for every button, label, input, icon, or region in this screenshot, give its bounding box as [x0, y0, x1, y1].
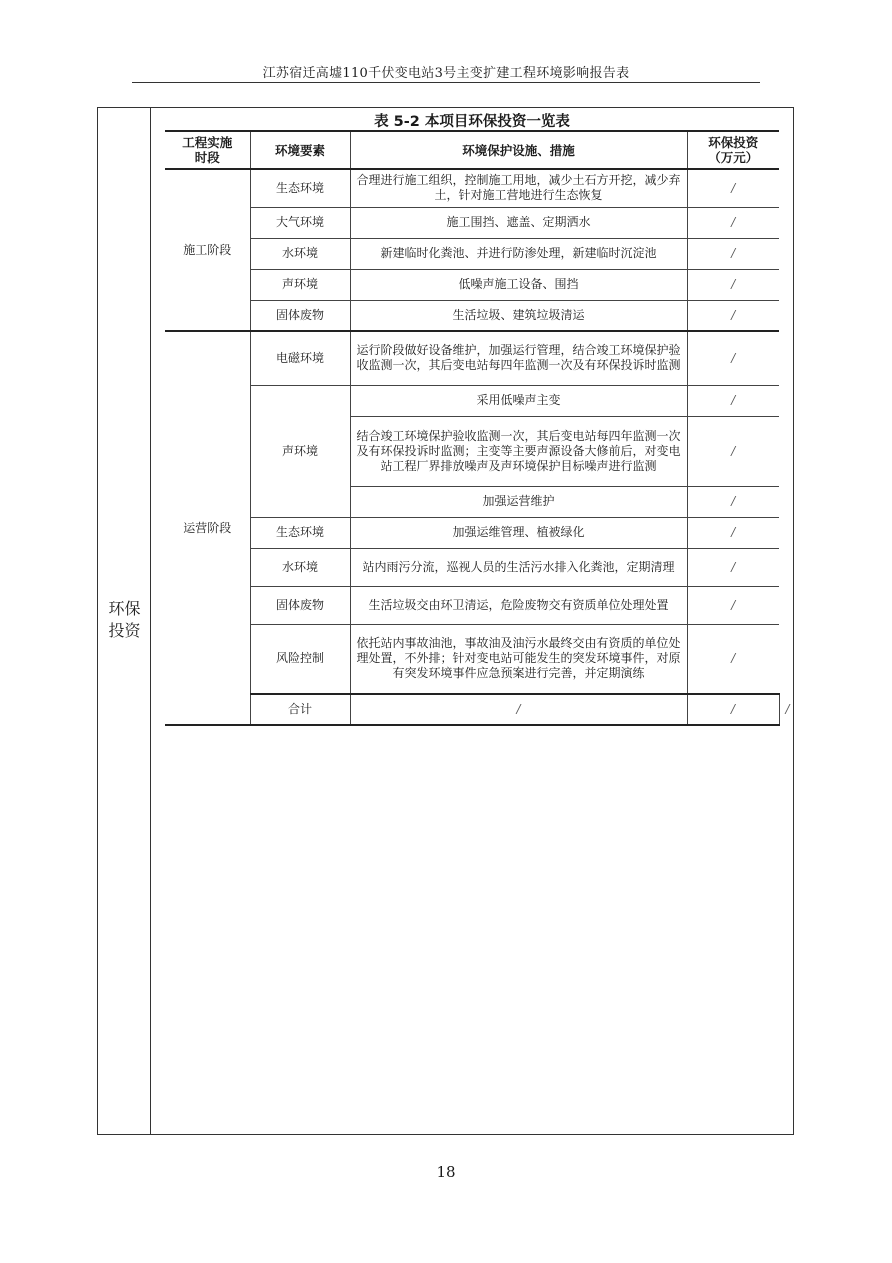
- element-cell: 大气环境: [250, 207, 350, 238]
- table-row: [165, 238, 779, 269]
- investment-cell: /: [687, 300, 779, 331]
- investment-cell: /: [687, 385, 779, 416]
- investment-cell: /: [687, 331, 779, 385]
- table-row: [165, 548, 779, 586]
- table-row: [165, 517, 779, 548]
- measure-cell: 站内雨污分流，巡视人员的生活污水排入化粪池，定期清理: [350, 548, 687, 586]
- page-header: 江苏宿迁高墟110千伏变电站3号主变扩建工程环境影响报告表: [262, 66, 630, 81]
- measure-cell: 结合竣工环境保护验收监测一次，其后变电站每四年监测一次及有环保投诉时监测；主变等主要声源设备大修前后，对变电站工程厂界排放噪声及声环境保护目标噪声进行监测: [350, 416, 687, 486]
- element-cell: 电磁环境: [250, 331, 350, 385]
- table-row: [165, 207, 779, 238]
- element-cell: 声环境: [250, 269, 350, 300]
- measure-cell: 新建临时化粪池、并进行防渗处理，新建临时沉淀池: [350, 238, 687, 269]
- investment-cell: /: [687, 586, 779, 624]
- header-rule: [132, 82, 760, 83]
- side-label: 环保 投资: [108, 599, 141, 640]
- table-row: [165, 331, 779, 385]
- col-header-measure: 环境保护设施、措施: [350, 131, 687, 169]
- total-label: 合计: [250, 694, 350, 725]
- investment-cell: /: [687, 624, 779, 694]
- investment-cell: /: [687, 238, 779, 269]
- measure-cell: 加强运维管理、植被绿化: [350, 517, 687, 548]
- total-measure: /: [687, 694, 779, 725]
- table-row: [165, 300, 779, 331]
- investment-cell: /: [687, 517, 779, 548]
- table-row: [165, 586, 779, 624]
- table-caption: 表 5-2 本项目环保投资一览表: [374, 114, 570, 130]
- stage-construction: 施工阶段: [165, 169, 250, 331]
- measure-cell: 生活垃圾交由环卫清运，危险废物交有资质单位处理处置: [350, 586, 687, 624]
- element-cell: 固体废物: [250, 586, 350, 624]
- col-header-element: 环境要素: [250, 131, 350, 169]
- col-header-investment: 环保投资（万元）: [687, 131, 779, 169]
- table-row: [165, 169, 779, 207]
- measure-cell: 低噪声施工设备、围挡: [350, 269, 687, 300]
- stage-operation: 运营阶段: [165, 331, 250, 725]
- investment-table: [165, 130, 790, 726]
- measure-cell: 采用低噪声主变: [350, 385, 687, 416]
- element-cell: 生态环境: [250, 517, 350, 548]
- element-cell: 生态环境: [250, 169, 350, 207]
- element-cell: 固体废物: [250, 300, 350, 331]
- total-row: 合计 / / /: [165, 694, 779, 725]
- element-cell: 声环境: [250, 385, 350, 517]
- element-cell: 风险控制: [250, 624, 350, 694]
- table-header-row: [165, 131, 779, 169]
- measure-cell: 施工围挡、遮盖、定期洒水: [350, 207, 687, 238]
- table-row: [165, 624, 779, 694]
- investment-cell: /: [687, 548, 779, 586]
- measure-cell: 生活垃圾、建筑垃圾清运: [350, 300, 687, 331]
- investment-cell: /: [687, 416, 779, 486]
- measure-cell: 运行阶段做好设备维护，加强运行管理，结合竣工环境保护验收监测一次，其后变电站每四年监测一次及有环保投诉时监测: [350, 331, 687, 385]
- investment-cell: /: [687, 486, 779, 517]
- page-number: 18: [436, 1163, 456, 1181]
- measure-cell: 依托站内事故油池，事故油及油污水最终交由有资质的单位处理处置，不外排；针对变电站可能发生的突发环境事件，对原有突发环境事件应急预案进行完善，并定期演练: [350, 624, 687, 694]
- measure-cell: 加强运营维护: [350, 486, 687, 517]
- element-cell: 水环境: [250, 238, 350, 269]
- col-header-stage: 工程实施时段: [165, 131, 250, 169]
- investment-cell: /: [687, 169, 779, 207]
- total-element: /: [350, 694, 687, 725]
- investment-cell: /: [687, 269, 779, 300]
- table-row: [165, 269, 779, 300]
- investment-cell: /: [687, 207, 779, 238]
- side-column: [98, 108, 151, 1134]
- measure-cell: 合理进行施工组织，控制施工用地，减少土石方开挖，减少弃土，针对施工营地进行生态恢复: [350, 169, 687, 207]
- element-cell: 水环境: [250, 548, 350, 586]
- table-row: [165, 385, 779, 416]
